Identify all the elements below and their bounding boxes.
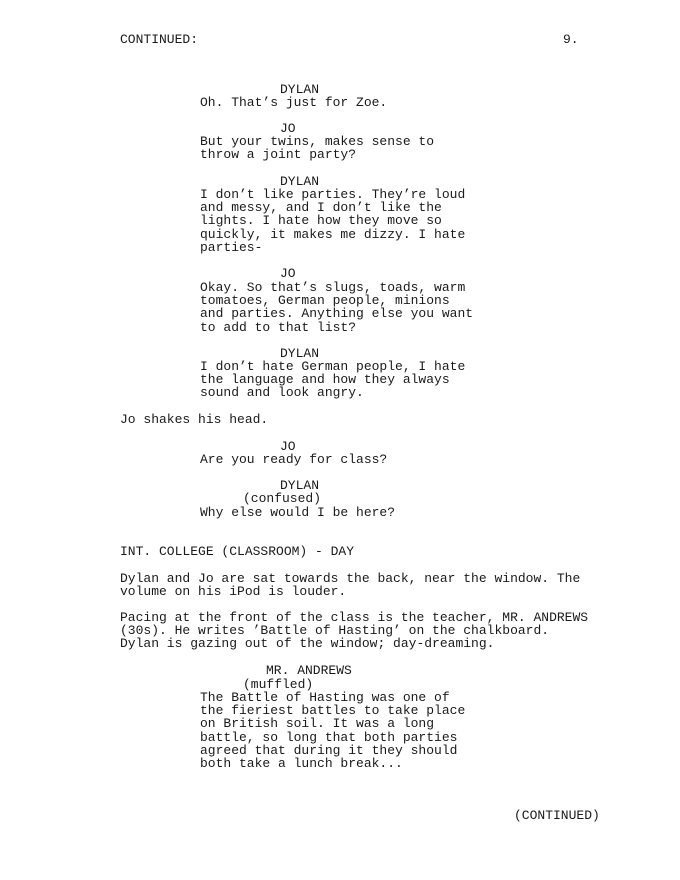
continued-header: CONTINUED: xyxy=(120,32,199,47)
parenthetical: (confused) xyxy=(243,491,322,506)
action-line: Jo shakes his head. xyxy=(120,412,269,427)
character-name: MR. ANDREWS xyxy=(266,663,352,678)
dialogue: But your twins, makes sense to throw a joint party? xyxy=(200,134,435,163)
character-name: DYLAN xyxy=(280,174,320,189)
action-line: Pacing at the front of the class is the teacher, MR. ANDREWS (30s). He writes ’Battle of Hasting’ on the chalkboard. Dylan is gazing out of the window; day-dreaming. xyxy=(120,610,589,652)
dialogue: I don’t hate German people, I hate the language and how they always sound and look angry. xyxy=(200,359,466,401)
action-line: Dylan and Jo are sat towards the back, near the window. The volume on his iPod is louder. xyxy=(120,571,581,600)
scene-heading: INT. COLLEGE (CLASSROOM) - DAY xyxy=(120,544,355,559)
character-name: DYLAN xyxy=(280,346,320,361)
dialogue: I don’t like parties. They’re loud and messy, and I don’t like the lights. I hate how they move so quickly, it makes me dizzy. I hate parties- xyxy=(200,187,466,255)
dialogue: The Battle of Hasting was one of the fieriest battles to take place on British soil. It was a long battle, so long that both parties agreed that during it they should both take a lunch break... xyxy=(200,690,466,772)
character-name: JO xyxy=(280,266,296,281)
dialogue: Why else would I be here? xyxy=(200,505,396,520)
character-name: JO xyxy=(280,121,296,136)
character-name: JO xyxy=(280,439,296,454)
dialogue: Oh. That’s just for Zoe. xyxy=(200,95,388,110)
character-name: DYLAN xyxy=(280,478,320,493)
page-number: 9. xyxy=(563,32,579,47)
character-name: DYLAN xyxy=(280,82,320,97)
parenthetical: (muffled) xyxy=(243,677,314,692)
dialogue: Okay. So that’s slugs, toads, warm tomatoes, German people, minions and parties. Anything else you want to add to that list? xyxy=(200,280,474,335)
continued-footer: (CONTINUED) xyxy=(514,808,600,823)
dialogue: Are you ready for class? xyxy=(200,452,388,467)
